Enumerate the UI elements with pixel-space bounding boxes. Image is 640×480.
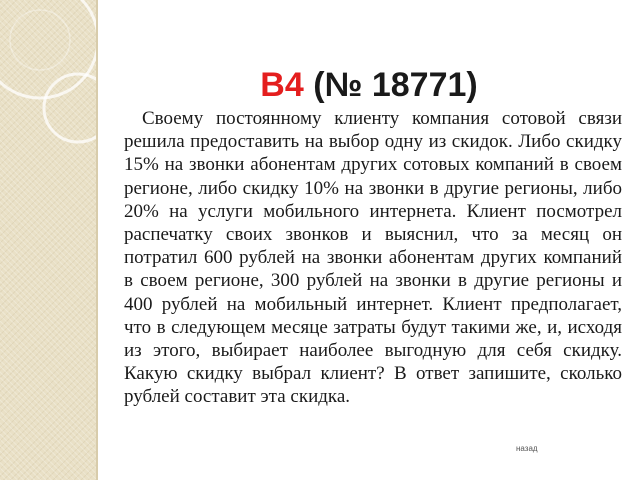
decorative-circles	[0, 0, 96, 480]
task-number: (№ 18771)	[313, 65, 478, 104]
problem-text: Своему постоянному клиенту компания сотовой связи решила предоставить на выбор одну из скидок. Либо скидку 15% на звонки абонентам других сотовых компаний в своем регионе, либо скидку 10% на звонки в другие регионы, либо 20% на услуги мобильного интернета. Клиент посмотрел распечатку своих звонков и выяснил, что за месяц он потратил 600 рублей на звонки абонентам других компаний в своем регионе, 300 рублей на звонки в другие регионы и 400 рублей на мобильный интернет. Клиент предполагает, что в следующем месяце затраты будут такими же, и, исходя из этого, выбирает наиболее выгодную для себя скидку. Какую скидку выбрал клиент? В ответ запишите, сколько рублей составит эта скидка.	[124, 108, 622, 408]
slide-title	[98, 65, 640, 105]
decorative-side-strip	[0, 0, 96, 480]
task-code: B4	[260, 65, 304, 104]
back-link[interactable]: назад	[516, 444, 538, 453]
